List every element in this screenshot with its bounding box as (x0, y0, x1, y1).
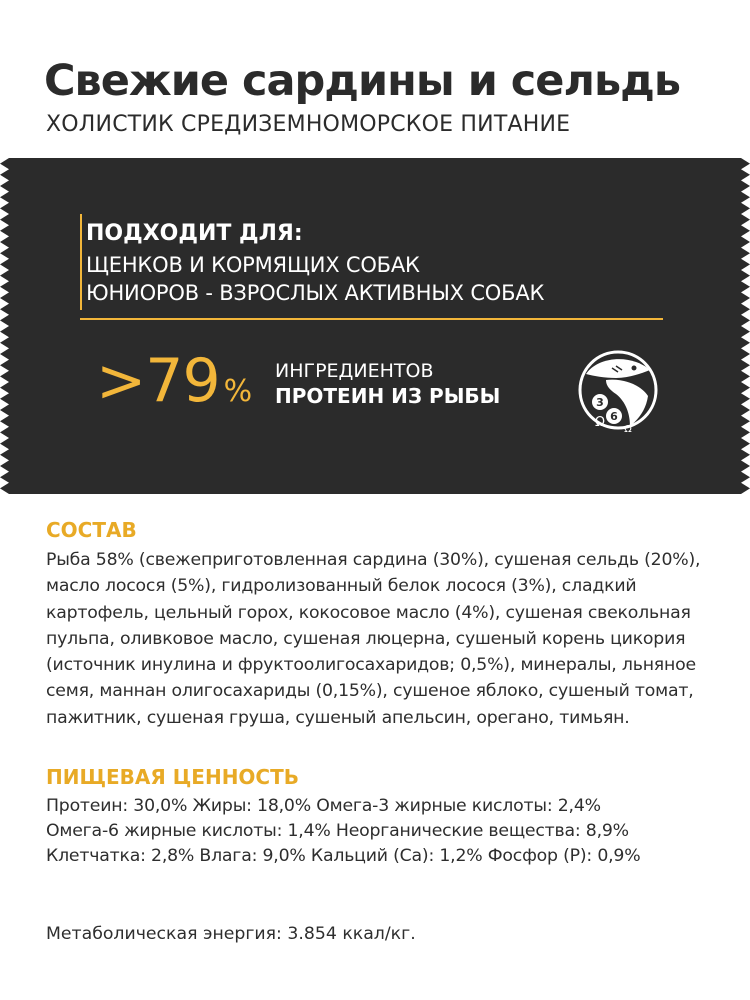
suits-item-puppies: ЩЕНКОВ И КОРМЯЩИХ СОБАК (86, 253, 420, 277)
composition-heading: СОСТАВ (46, 518, 137, 542)
nutrition-line: Омега-6 жирные кислоты: 1,4% Неорганические вещества: 8,9% (46, 821, 629, 841)
page-title: Свежие сардины и сельдь (44, 56, 681, 106)
metabolic-energy: Метаболическая энергия: 3.854 ккал/кг. (46, 924, 416, 944)
fish-protein-label: ПРОТЕИН ИЗ РЫБЫ (275, 384, 501, 408)
nutrition-values (46, 794, 726, 869)
suitability-banner (0, 158, 750, 494)
zigzag-banner-background (0, 158, 750, 494)
accent-vertical-line (80, 214, 82, 310)
composition-text: Рыба 58% (свежеприготовленная сардина (30%), сушеная сельдь (20%), масло лосося (5%), гидролизованный белок лосося (3%), сладкий картофель, цельный горох, кокосовое масло (4%), сушеная свекольная пульпа, оливковое масло, сушеная люцерна, сушеный корень цикория (источник инулина и фруктоолигосахаридов; 0,5%), минералы, льняное семя, маннан олигосахариды (0,15%), сушеное яблоко, сушеный томат, пажитник, сушеная груша, сушеный апельсин, орегано, тимьян. (46, 550, 701, 728)
omega-6-label: 6 (610, 410, 618, 423)
nutrition-line: Протеин: 30,0% Жиры: 18,0% Омега-3 жирные кислоты: 2,4% (46, 796, 601, 816)
page-subtitle: ХОЛИСТИК СРЕДИЗЕМНОМОРСКОЕ ПИТАНИЕ (46, 112, 571, 137)
omega-symbol-left: Ω (595, 415, 605, 430)
percent-sign: % (223, 374, 252, 409)
suits-item-juniors-adults: ЮНИОРОВ - ВЗРОСЛЫХ АКТИВНЫХ СОБАК (86, 281, 545, 305)
accent-horizontal-line (80, 318, 663, 320)
omega-3-label: 3 (596, 396, 604, 409)
fish-protein-percentage (96, 346, 251, 416)
ingredients-label: ИНГРЕДИЕНТОВ (275, 360, 434, 382)
percent-value: >79 (96, 346, 220, 416)
omega-symbol-right: Ω (624, 424, 632, 435)
nutrition-heading: ПИЩЕВАЯ ЦЕННОСТЬ (46, 765, 299, 789)
nutrition-line: Клетчатка: 2,8% Влага: 9,0% Кальций (Ca): 1,2% Фосфор (P): 0,9% (46, 846, 641, 866)
suits-heading: ПОДХОДИТ ДЛЯ: (86, 221, 303, 246)
fish-omega-icon (576, 340, 660, 440)
